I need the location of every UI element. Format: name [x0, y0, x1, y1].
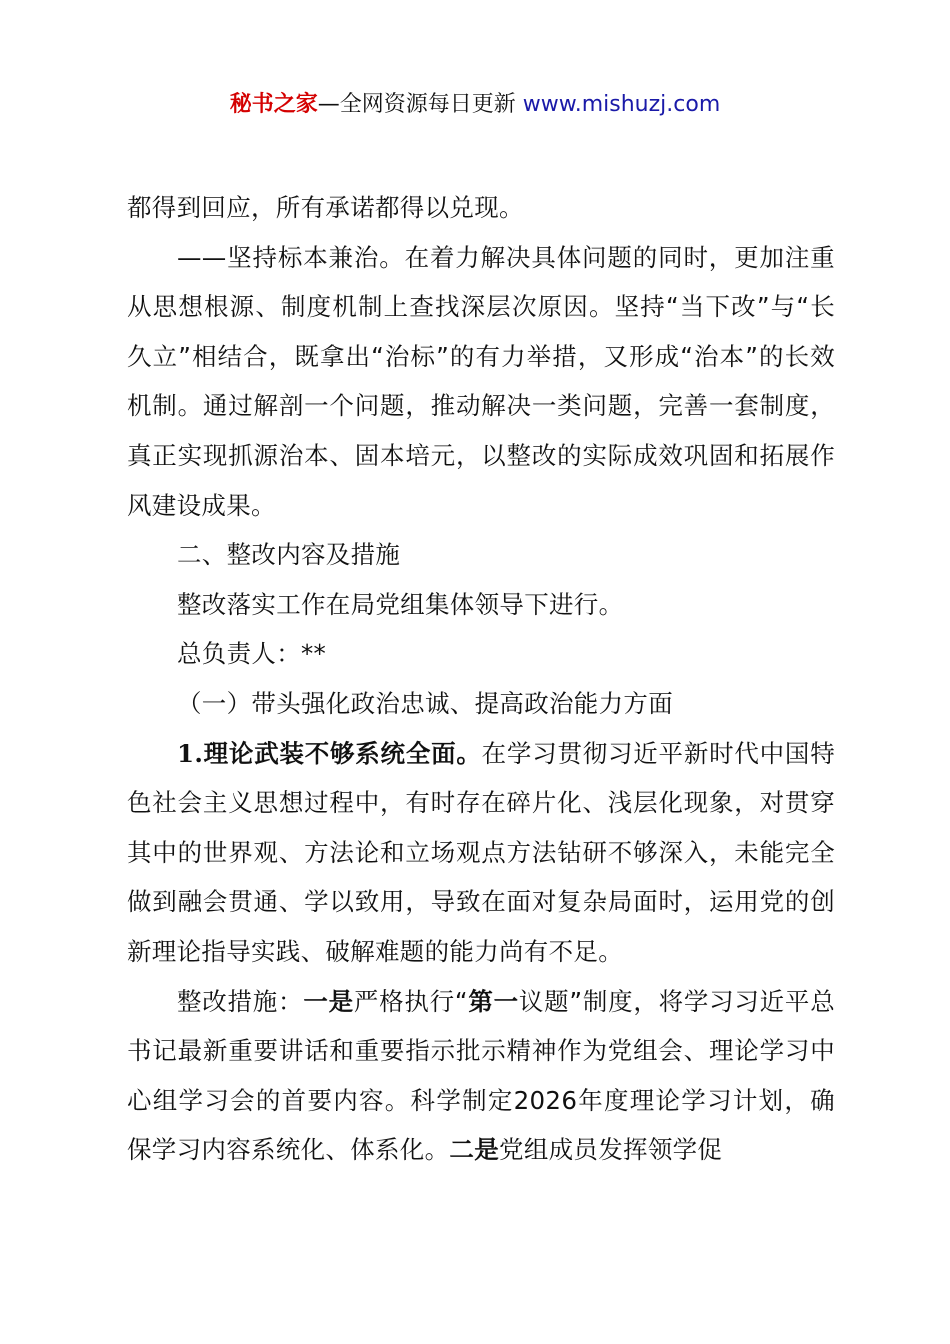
measure-marker-2: 二是 — [449, 1135, 500, 1165]
item-number: 1. — [177, 738, 204, 768]
paragraph-measures — [127, 977, 835, 1175]
paragraph-continuation: 都得到回应，所有承诺都得以兑现。 — [127, 193, 524, 222]
site-url-link[interactable]: www.mishuzj.com — [522, 92, 721, 117]
header-tagline: —全网资源每日更新 — [317, 92, 523, 117]
brand-name: 秘书之家 — [229, 92, 318, 117]
issue-description: 在学习贯彻习近平新时代中国特色社会主义思想过程中，有时存在碎片化、浅层化现象，对贯穿其中的世界观、方法论和立场观点方法钻研不够深入，未能完全做到融会贯通、学以致用，导致在面对复杂局面时，运用党的创新理论指导实践、破解难题的能力尚有不足。 — [127, 738, 835, 966]
measures-label: 整改措施： — [177, 986, 304, 1016]
paragraph-issue-1 — [127, 729, 835, 977]
measure-text-1a: 严格执行“ — [353, 986, 468, 1016]
measure-marker-1: 一是 — [303, 986, 354, 1016]
page-header — [0, 88, 950, 122]
issue-title: 理论武装不够系统全面。 — [203, 738, 482, 768]
measure-text-2: 党组成员发挥领学促 — [499, 1135, 723, 1165]
paragraph-biaoben-jianzhi: ——坚持标本兼治。在着力解决具体问题的同时，更加注重从思想根源、制度机制上查找深层次原因。坚持“当下改”与“长久立”相结合，既拿出“治标”的有力举措，又形成“治本”的长效机制。通过解剖一个问题，推动解决一类问题，完善一套制度，真正实现抓源治本、固本培元，以整改的实际成效巩固和拓展作风建设成果。 — [127, 242, 835, 520]
measure-text-1b: 议题”制度，将学习习近平总书记最新重要讲话和重要指示批示精神作为党组会、理论学习中心组学习会的首要内容。科学制定2026年度理论学习计划，确保学习内容系统化、体系化。 — [127, 986, 835, 1165]
section-heading-2: 二、整改内容及措施 — [177, 540, 401, 570]
subsection-heading-1: （一）带头强化政治忠诚、提高政治能力方面 — [177, 688, 673, 718]
measure-emphasis-first: 第一 — [467, 986, 519, 1016]
paragraph-responsible-person: 总负责人：** — [177, 639, 327, 669]
paragraph-leadership: 整改落实工作在局党组集体领导下进行。 — [177, 589, 624, 619]
document-body — [127, 183, 835, 1175]
